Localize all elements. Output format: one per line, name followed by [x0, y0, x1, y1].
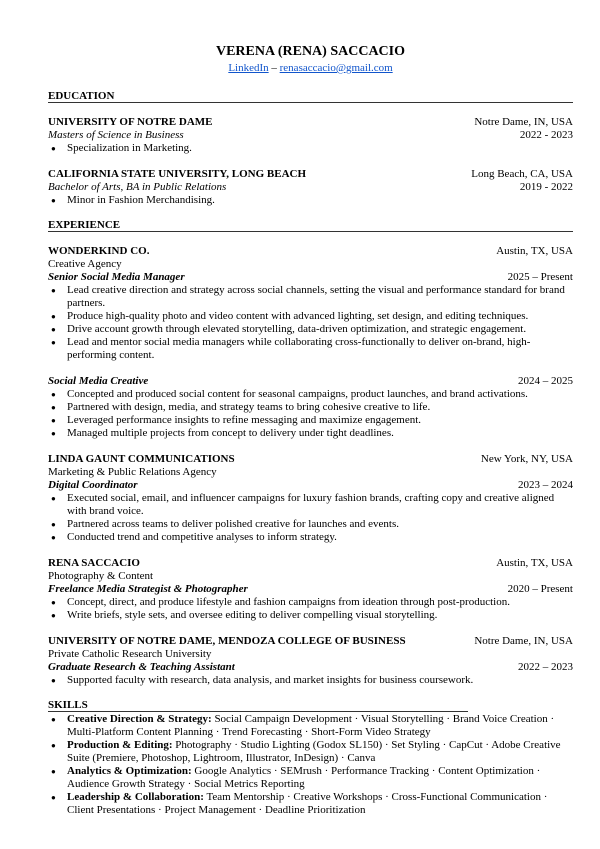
entry-row	[48, 271, 573, 284]
dates: 2022 - 2023	[519, 129, 573, 141]
spacer	[48, 362, 573, 375]
entry-row	[48, 245, 573, 258]
dates: 2019 - 2022	[519, 181, 573, 193]
skill-item	[48, 765, 573, 791]
entry-row	[48, 453, 573, 466]
bullet-item: ● Supported faculty with research, data analysis, and market insights for business coursework.	[48, 674, 573, 687]
bullet-item: ● Minor in Fashion Merchandising.	[48, 194, 573, 207]
skill-category: Production & Editing:	[67, 739, 173, 751]
location: Notre Dame, IN, USA	[474, 635, 573, 647]
bullet-item: ● Lead and mentor social media managers while collaborating cross-functionally to deliver on-brand, high-performing content.	[48, 336, 573, 362]
location: New York, NY, USA	[480, 453, 573, 465]
bullet-item: ● Conducted trend and competitive analyses to inform strategy.	[48, 531, 573, 544]
education-entry	[48, 168, 573, 207]
dates: 2023 – 2024	[518, 479, 573, 491]
bullet-item: ● Managed multiple projects from concept to delivery under tight deadlines.	[48, 427, 573, 440]
skill-list: Team Mentorship · Creative Workshops · Cross-Functional Communication · Client Presentations · Project Management · Deadline Prioritization	[67, 791, 548, 816]
location: Austin, TX, USA	[496, 245, 573, 257]
bullet-list	[48, 388, 573, 440]
location: Austin, TX, USA	[496, 557, 573, 569]
location: Notre Dame, IN, USA	[474, 116, 573, 128]
role-title: Freelance Media Strategist & Photographer	[48, 583, 248, 595]
experience-entry	[48, 635, 573, 687]
skill-list: Google Analytics · SEMrush · Performance Tracking · Content Optimization · Audience Growth Strategy · Social Metrics Reporting	[67, 765, 541, 790]
experience-heading: EXPERIENCE	[48, 219, 573, 232]
organization-type: Creative Agency	[48, 258, 122, 270]
entry-row	[48, 635, 573, 648]
education-entry	[48, 116, 573, 155]
experience-entry	[48, 453, 573, 544]
contact-separator: –	[268, 62, 280, 74]
bullet-item: ● Drive account growth through elevated storytelling, data-driven optimization, and strategic engagement.	[48, 323, 573, 336]
bullet-item: ● Executed social, email, and influencer campaigns for luxury fashion brands, crafting copy and creative aligned with brand voice.	[48, 492, 573, 518]
skill-category: Creative Direction & Strategy:	[67, 713, 212, 725]
bullet-item: ● Write briefs, style sets, and oversee editing to deliver compelling visual storytelling.	[48, 609, 573, 622]
resume-page	[48, 44, 573, 817]
organization-type: Photography & Content	[48, 570, 154, 582]
skill-list: Photography · Studio Lighting (Godox SL150) · Set Styling · CapCut · Adobe Creative Suite (Premiere, Photoshop, Lightroom, Illustrator, InDesign) · Canva	[67, 739, 561, 764]
bullet-list	[48, 674, 573, 687]
role-title: Senior Social Media Manager	[48, 271, 185, 283]
bullet-list	[48, 142, 573, 155]
skill-category: Analytics & Optimization:	[67, 765, 192, 777]
degree: Bachelor of Arts, BA in Public Relations	[48, 181, 227, 193]
entry-row	[48, 116, 573, 129]
bullet-item: ● Concept, direct, and produce lifestyle and fashion campaigns from ideation through post-production.	[48, 596, 573, 609]
skills-heading: SKILLS	[48, 699, 468, 712]
bullet-item: ● Specialization in Marketing.	[48, 142, 573, 155]
bullet-item: ● Partnered across teams to deliver polished creative for launches and events.	[48, 518, 573, 531]
skill-item	[48, 713, 573, 739]
location: Long Beach, CA, USA	[471, 168, 573, 180]
organization-type: Private Catholic Research University	[48, 648, 212, 660]
entry-row	[48, 181, 573, 194]
institution-name: CALIFORNIA STATE UNIVERSITY, LONG BEACH	[48, 168, 307, 180]
experience-entry	[48, 245, 573, 440]
skill-list: Social Campaign Development · Visual Storytelling · Brand Voice Creation · Multi-Platform Content Planning · Trend Forecasting · Short-Form Video Strategy	[67, 713, 555, 738]
dates: 2020 – Present	[507, 583, 573, 595]
skill-item	[48, 791, 573, 817]
organization-type: Marketing & Public Relations Agency	[48, 466, 217, 478]
skill-category: Leadership & Collaboration:	[67, 791, 204, 803]
email-link[interactable]: renasaccacio@gmail.com	[279, 62, 393, 74]
candidate-name: VERENA (RENA) SACCACIO	[215, 44, 405, 59]
education-heading: EDUCATION	[48, 90, 573, 103]
role-title: Graduate Research & Teaching Assistant	[48, 661, 235, 673]
dates: 2025 – Present	[507, 271, 573, 283]
organization-name: RENA SACCACIO	[48, 557, 140, 569]
bullet-item: ● Produce high-quality photo and video content with advanced lighting, set design, and editing techniques.	[48, 310, 573, 323]
entry-row	[48, 661, 573, 674]
experience-entry	[48, 557, 573, 622]
entry-row	[48, 168, 573, 181]
bullet-list	[48, 492, 573, 544]
role-title: Social Media Creative	[48, 375, 149, 387]
entry-row	[48, 129, 573, 142]
contact-line	[48, 62, 573, 75]
bullet-item: ● Partnered with design, media, and strategy teams to bring cohesive creative to life.	[48, 401, 573, 414]
degree: Masters of Science in Business	[48, 129, 184, 141]
bullet-list	[48, 194, 573, 207]
entry-row	[48, 479, 573, 492]
organization-name: UNIVERSITY OF NOTRE DAME, MENDOZA COLLEGE OF BUSINESS	[48, 635, 406, 647]
dates: 2022 – 2023	[518, 661, 573, 673]
bullet-item: ● Leveraged performance insights to refine messaging and maximize engagement.	[48, 414, 573, 427]
skills-list	[48, 713, 573, 817]
entry-row	[48, 583, 573, 596]
organization-name: WONDERKIND CO.	[48, 245, 150, 257]
bullet-item: ● Concepted and produced social content for seasonal campaigns, product launches, and brand activations.	[48, 388, 573, 401]
entry-row	[48, 375, 573, 388]
skill-item	[48, 739, 573, 765]
linkedin-link[interactable]: LinkedIn	[228, 62, 269, 74]
role-title: Digital Coordinator	[48, 479, 138, 491]
bullet-list	[48, 596, 573, 622]
bullet-item: ● Lead creative direction and strategy across social channels, setting the visual and performance standard for brand partners.	[48, 284, 573, 310]
organization-name: LINDA GAUNT COMMUNICATIONS	[48, 453, 235, 465]
institution-name: UNIVERSITY OF NOTRE DAME	[48, 116, 213, 128]
bullet-list	[48, 284, 573, 362]
entry-row	[48, 557, 573, 570]
dates: 2024 – 2025	[518, 375, 573, 387]
